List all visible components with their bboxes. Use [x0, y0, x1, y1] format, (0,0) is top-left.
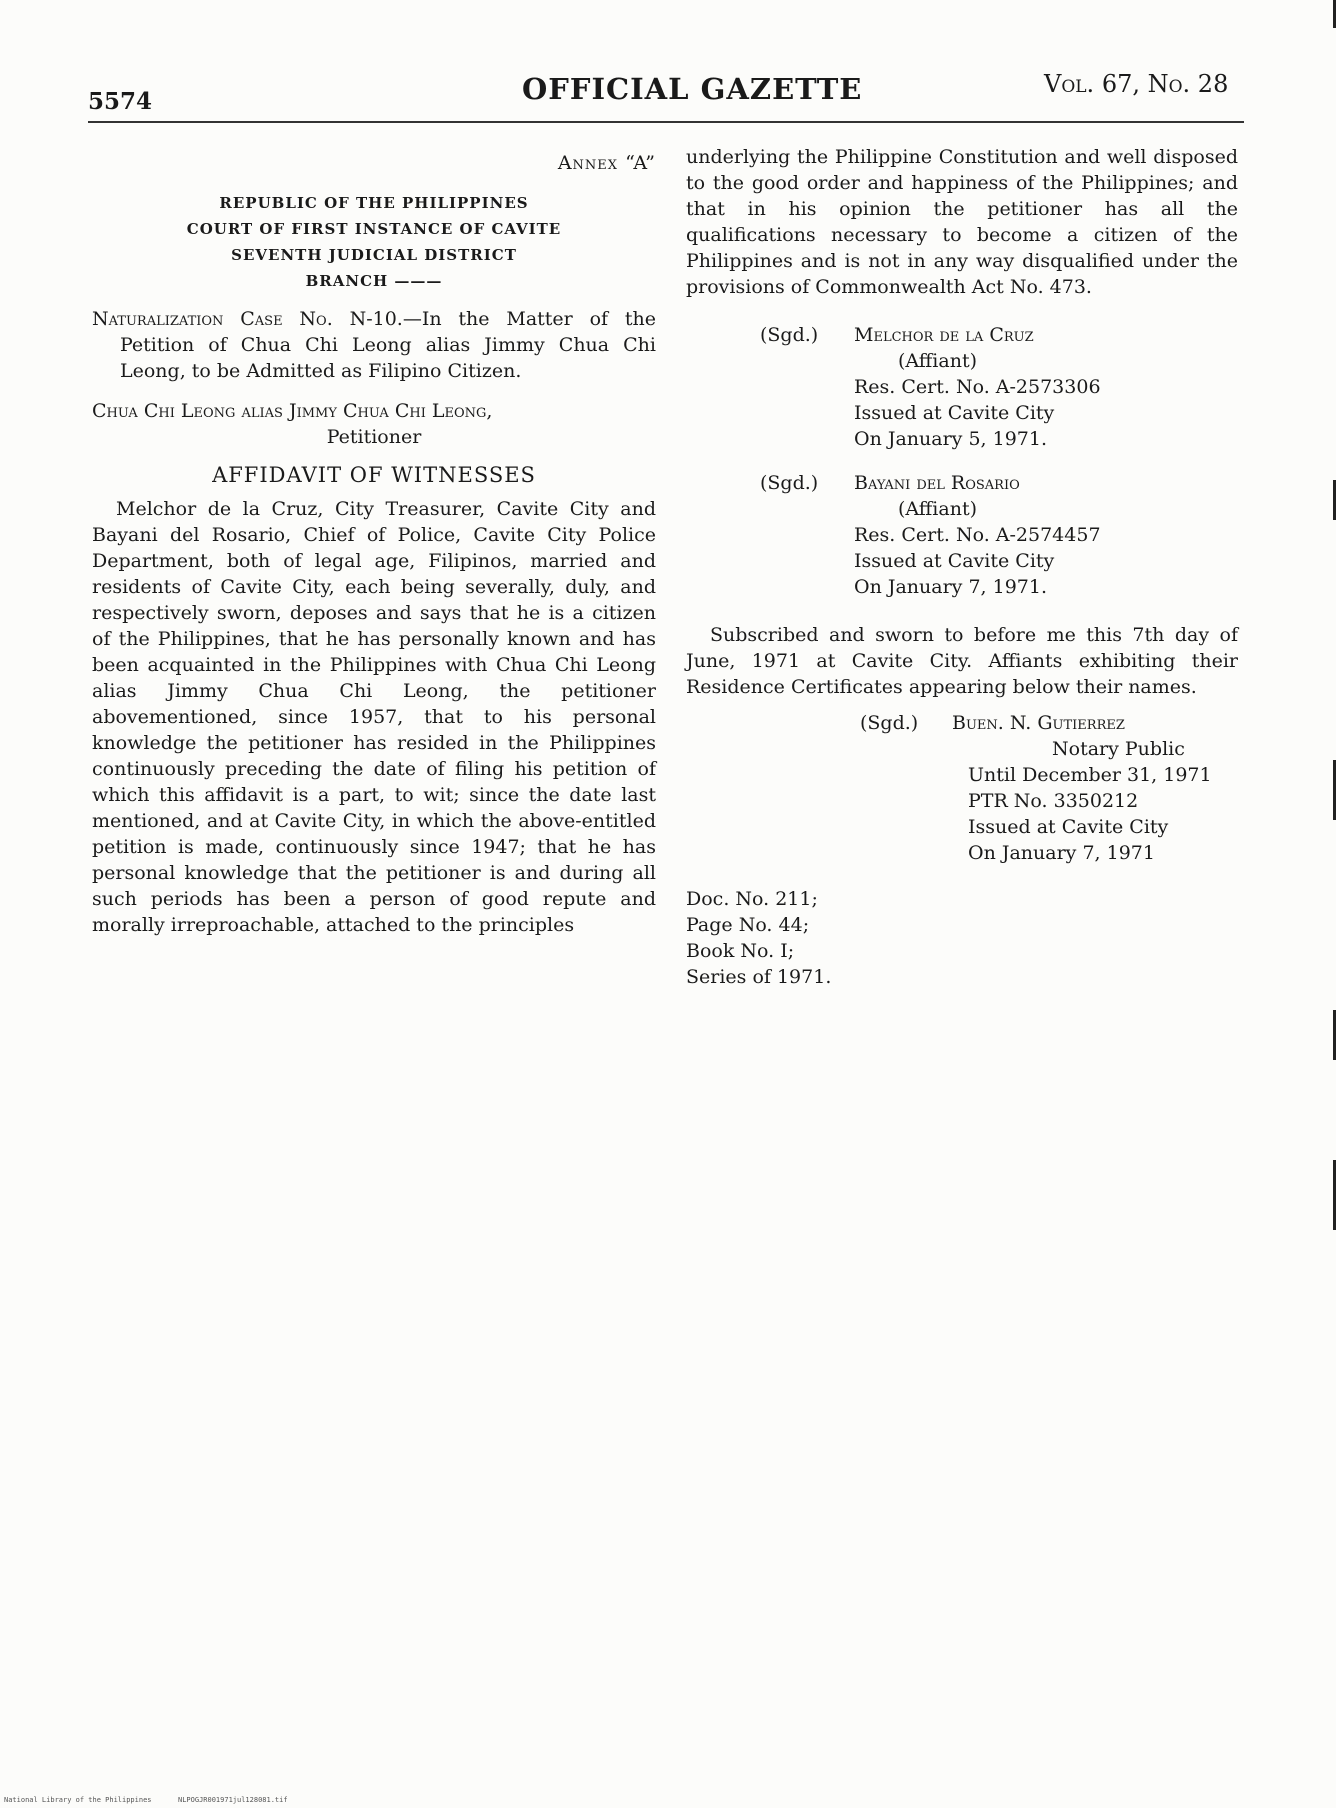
case-name: Naturalization Case No. N-10.: [92, 308, 403, 330]
right-column: [686, 144, 1238, 990]
subscribed-statement: Subscribed and sworn to before me this 7th day of June, 1971 at Cavite City. Affiants exhibiting their Residence Certificates appearing below their names.: [686, 624, 1238, 698]
sgd-label: (Sgd.): [760, 472, 819, 494]
case-description: —In the Matter of the Petition of Chua Chi Leong alias Jimmy Chua Chi Leong, to be Admitted as Filipino Citizen.: [120, 308, 657, 382]
notary-until: Until December 31, 1971: [968, 764, 1212, 786]
doc-line: Doc. No. 211;: [686, 888, 818, 910]
signatory-name: Bayani del Rosario: [854, 472, 1020, 494]
court-line: COURT OF FIRST INSTANCE OF CAVITE: [186, 220, 562, 238]
notary-ptr: PTR No. 3350212: [968, 790, 1139, 812]
doc-line: Page No. 44;: [686, 914, 810, 936]
residence-cert: Res. Cert. No. A-2573306: [854, 376, 1101, 398]
scan-filename: NLPOGJR001971jul128081.tif: [178, 1796, 288, 1804]
notary-name: Buen. N. Gutierrez: [952, 712, 1125, 734]
doc-reference: [686, 886, 1238, 990]
petitioner-line: [92, 398, 656, 424]
signature-block: [686, 470, 1238, 600]
cert-issued: Issued at Cavite City: [854, 402, 1055, 424]
sgd-label: (Sgd.): [860, 712, 919, 734]
court-line: REPUBLIC OF THE PHILIPPINES: [219, 194, 529, 212]
cert-date: On January 7, 1971.: [854, 576, 1048, 598]
affidavit-continuation: underlying the Philippine Constitution and well disposed to the good order and happiness of the Philippines; and that in his opinion the petitioner has all the qualifications necessary to become a citizen of the Philippines and is not in any way disqualified under the provisions of Commonwealth Act No. 473.: [686, 146, 1238, 298]
notary-issued: Issued at Cavite City: [968, 816, 1169, 838]
volume-number: Vol. 67, No. 28: [1044, 70, 1229, 98]
sgd-label: (Sgd.): [760, 324, 819, 346]
doc-line: Series of 1971.: [686, 966, 832, 988]
affidavit-title: AFFIDAVIT OF WITNESSES: [212, 463, 536, 487]
residence-cert: Res. Cert. No. A-2574457: [854, 524, 1101, 546]
case-caption: [92, 306, 656, 384]
library-credit: National Library of the Philippines: [4, 1796, 152, 1804]
left-column: [92, 150, 656, 938]
doc-line: Book No. I;: [686, 940, 795, 962]
court-heading: [92, 190, 656, 294]
signature-block: [686, 322, 1238, 452]
signatory-role: (Affiant): [898, 350, 977, 372]
cert-issued: Issued at Cavite City: [854, 550, 1055, 572]
affidavit-body: Melchor de la Cruz, City Treasurer, Cavite City and Bayani del Rosario, Chief of Police, Cavite City Police Department, both of legal age, Filipinos, married and residents of Cavite City, each being severally, duly, and respectively sworn, deposes and says that he is a citizen of the Philippines, that he has personally known and has been acquainted in the Philippines with Chua Chi Leong alias Jimmy Chua Chi Leong, the petitioner abovementioned, since 1957, that to his personal knowledge the petitioner has resided in the Philippines continuously preceding the date of filing his petition of which this affidavit is a part, to wit; since the date last mentioned, and at Cavite City, in which the above-entitled petition is made, continuously since 1947; that he has personal knowledge that the petitioner is and during all such periods has been a person of good repute and morally irreproachable, attached to the principles: [92, 498, 656, 936]
court-line: SEVENTH JUDICIAL DISTRICT: [231, 246, 517, 264]
annex-label: Annex “A”: [557, 152, 656, 174]
petitioner-role: Petitioner: [326, 426, 422, 448]
notary-block: [686, 710, 1238, 866]
petitioner-name: Chua Chi Leong alias Jimmy Chua Chi Leong,: [92, 400, 493, 422]
court-line: BRANCH ———: [305, 272, 443, 290]
cert-date: On January 5, 1971.: [854, 428, 1048, 450]
header-rule: [88, 121, 1244, 123]
publication-title: OFFICIAL GAZETTE: [522, 72, 863, 106]
page-number: 5574: [88, 88, 153, 115]
signatory-role: (Affiant): [898, 498, 977, 520]
notary-role: Notary Public: [1052, 738, 1185, 760]
signatory-name: Melchor de la Cruz: [854, 324, 1034, 346]
notary-date: On January 7, 1971: [968, 842, 1155, 864]
